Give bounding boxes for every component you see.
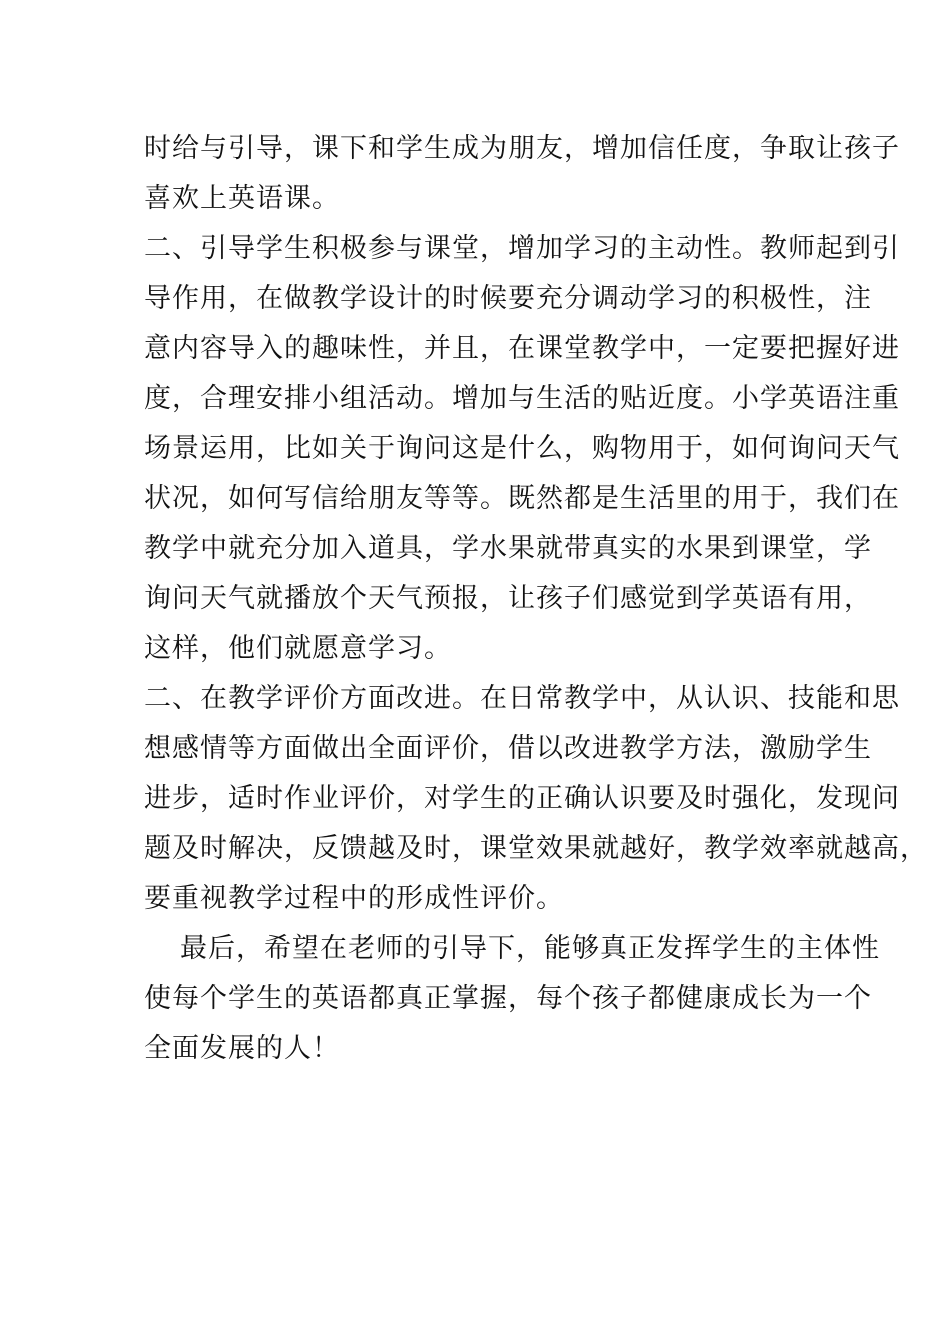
text-line: 场景运用，比如关于询问这是什么，购物用于，如何询问天气 [144, 433, 900, 464]
text-line: 状况，如何写信给朋友等等。既然都是生活里的用于，我们在 [144, 483, 900, 514]
text-line: 这样，他们就愿意学习。 [144, 633, 452, 664]
text-line: 想感情等方面做出全面评价，借以改进教学方法，激励学生 [144, 733, 872, 764]
closing-paragraph-line: 最后，希望在老师的引导下，能够真正发挥学生的主体性 [180, 933, 880, 964]
text-line: 导作用，在做教学设计的时候要充分调动学习的积极性，注 [144, 283, 872, 314]
text-line: 全面发展的人！ [144, 1033, 340, 1064]
section-heading-line: 二、引导学生积极参与课堂，增加学习的主动性。教师起到引 [144, 233, 900, 264]
text-line: 教学中就充分加入道具，学水果就带真实的水果到课堂，学 [144, 533, 872, 564]
text-line: 使每个学生的英语都真正掌握，每个孩子都健康成长为一个 [144, 983, 872, 1014]
section-heading-line: 二、在教学评价方面改进。在日常教学中，从认识、技能和思 [144, 683, 900, 714]
text-line: 意内容导入的趣味性，并且，在课堂教学中，一定要把握好进 [144, 333, 900, 364]
text-line: 喜欢上英语课。 [144, 183, 340, 214]
text-line: 要重视教学过程中的形成性评价。 [144, 883, 564, 914]
text-line: 时给与引导，课下和学生成为朋友，增加信任度，争取让孩子 [144, 133, 900, 164]
text-line: 进步，适时作业评价，对学生的正确认识要及时强化，发现问 [144, 783, 900, 814]
text-line: 度，合理安排小组活动。增加与生活的贴近度。小学英语注重 [144, 383, 900, 414]
text-line: 询问天气就播放个天气预报，让孩子们感觉到学英语有用， [144, 583, 872, 614]
text-line: 题及时解决，反馈越及时，课堂效果就越好，教学效率就越高， [144, 833, 928, 864]
